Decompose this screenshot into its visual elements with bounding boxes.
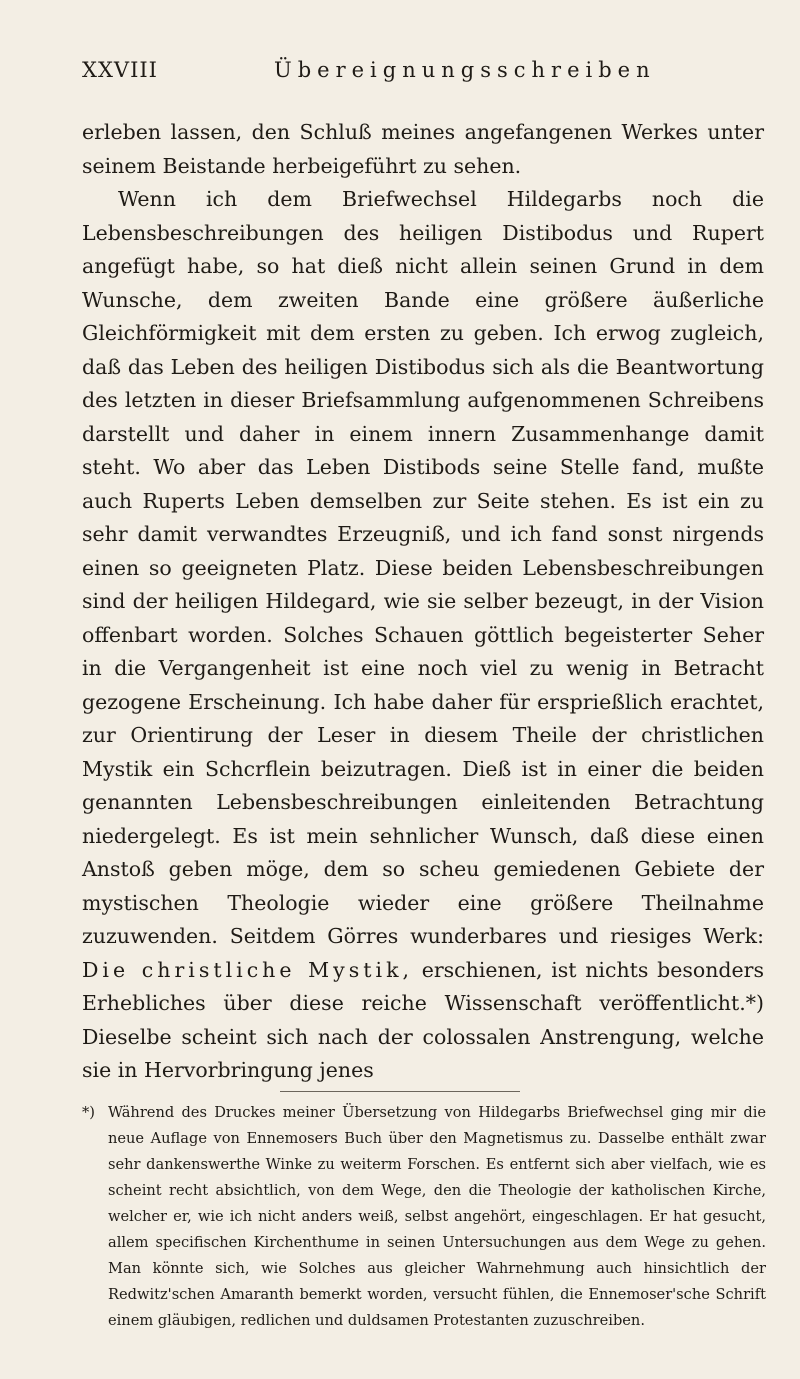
paragraph-continued: erleben lassen, den Schluß meines angefangenen Werkes unter seinem Beistande herbeigeführt zu sehen.	[82, 120, 764, 178]
main-text	[82, 116, 764, 1088]
running-title: Übereignungsschreiben	[274, 58, 656, 82]
footnote-divider	[280, 1091, 520, 1092]
footnote-body	[82, 1100, 766, 1334]
spaced-book-title: Die christliche Mystik,	[82, 957, 414, 982]
footnote	[82, 1100, 766, 1334]
paragraph-text-a: Wenn ich dem Briefwechsel Hildegarbs noch die Lebensbeschreibungen des heiligen Distibodus und Rupert angefügt habe, so hat dieß nicht allein seinen Grund in dem Wunsche, dem zweiten Bande eine größere äußerliche Gleichförmigkeit mit dem ersten zu geben. Ich erwog zugleich, daß das Leben des heiligen Distibodus sich als die Beantwortung des letzten in dieser Briefsammlung aufgenommenen Schreibens darstellt und daher in einem innern Zusammenhange damit steht. Wo aber das Leben Distibods seine Stelle fand, mußte auch Ruperts Leben demselben zur Seite stehen. Es ist ein zu sehr damit verwandtes Erzeugniß, und ich fand sonst nirgends einen so geeigneten Platz. Diese beiden Lebensbeschreibungen sind der heiligen Hildegard, wie sie selber bezeugt, in der Vision offenbart worden. Solches Schauen göttlich begeisterter Seher in die Vergangenheit ist eine noch viel zu wenig in Betracht gezogene Erscheinung. Ich habe daher für ersprießlich erachtet, zur Orientirung der Leser in diesem Theile der christlichen Mystik ein Schcrflein beizutragen. Dieß ist in einer die beiden genannten Lebensbeschreibungen einleitenden Betrachtung niedergelegt. Es ist mein sehnlicher Wunsch, daß diese einen Anstoß geben möge, dem so scheu gemiedenen Gebiete der mystischen Theologie wieder eine größere Theilnahme zuzuwenden. Seitdem Görres wunderbares und riesiges Werk:	[82, 187, 764, 948]
footnote-text: Während des Druckes meiner Übersetzung von Hildegarbs Briefwechsel ging mir die neue Auflage von Ennemosers Buch über den Magnetismus zu. Dasselbe enthält zwar sehr dankenswerthe Winke zu weiterm Forschen. Es entfernt sich aber vielfach, wie es scheint recht absichtlich, von dem Wege, den die Theologie der katholischen Kirche, welcher er, wie ich nicht anders weiß, selbst angehört, eingeschlagen. Er hat gesucht, allem specifischen Kirchenthume in seinen Untersuchungen aus dem Wege zu gehen. Man könnte sich, wie Solches aus gleicher Wahrnehmung auch hinsichtlich der Redwitz'schen Amaranth bemerkt worden, versucht fühlen, die Ennemoser'sche Schrift einem gläubigen, redlichen und duldsamen Protestanten zuzuschreiben.	[108, 1104, 766, 1329]
paragraph-text-c: Dieselbe scheint sich nach der colossalen Anstrengung, welche sie in Hervorbringung jenes	[82, 1024, 764, 1082]
page-number: XXVIII	[82, 58, 158, 82]
paragraph-text-b: erschienen, ist nichts besonders Erhebliches über diese reiche Wissenschaft veröffentlicht.	[82, 957, 764, 1015]
footnote-marker: *)	[82, 1104, 95, 1121]
paragraph-main	[82, 183, 764, 1088]
page-header	[82, 58, 762, 92]
footnote-reference: *)	[745, 991, 764, 1015]
